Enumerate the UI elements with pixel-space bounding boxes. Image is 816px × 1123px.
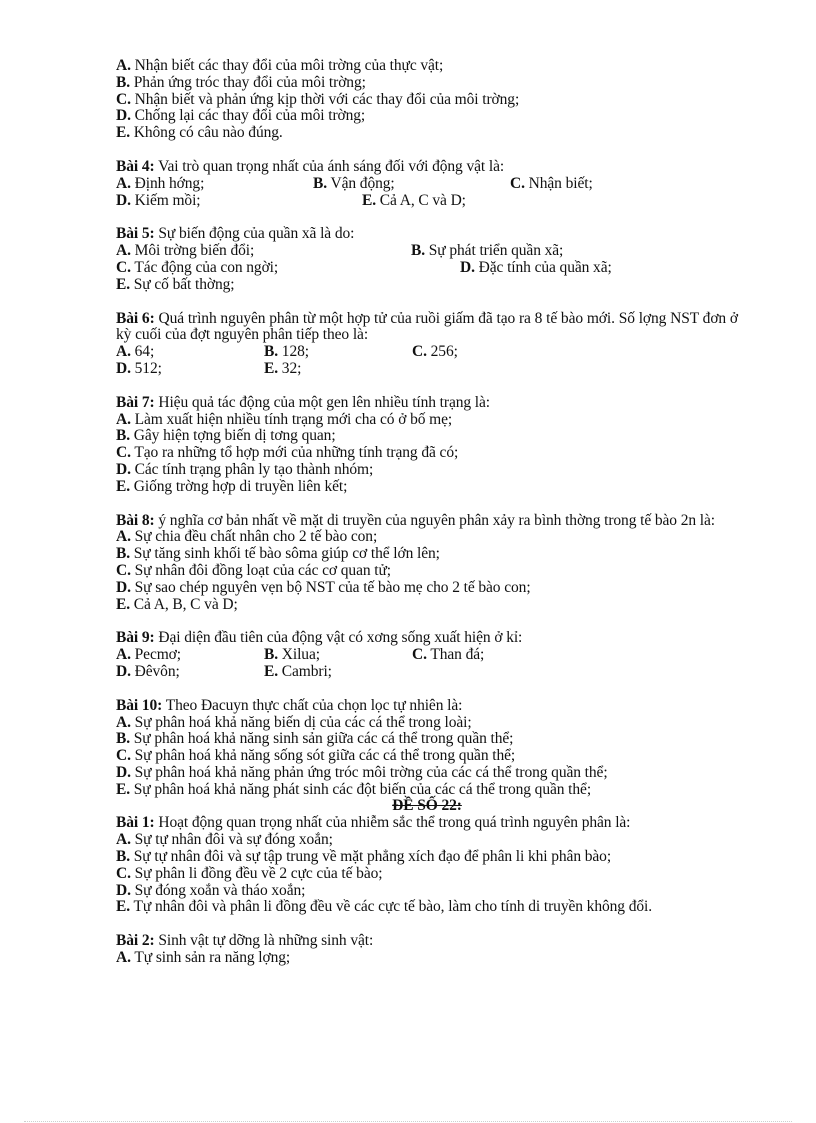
option-a: A. Pecmơ; (116, 646, 181, 664)
option-c: C. Tác động của con ngời; (116, 258, 279, 276)
option-c: C. Sự nhân đôi đồng loạt của các cơ quan tử; (116, 561, 391, 579)
option-b: B. Gây hiện tợng biến dị tơng quan; (116, 427, 336, 445)
options-row (116, 647, 738, 664)
option-b: B. 128; (264, 343, 309, 361)
section-title: ĐỀ SỐ 22: (392, 797, 462, 815)
option-e: E. Sự cố bất thờng; (116, 275, 235, 293)
option-b: B. Sự phân hoá khả năng sinh sản giữa các cá thể trong quần thể; (116, 730, 514, 748)
option-d: D. Kiếm mồi; (116, 191, 201, 209)
options-row (116, 176, 738, 193)
question-s22-bai-2 (116, 933, 738, 967)
page-bottom-divider (24, 1121, 792, 1122)
option-d: D. 512; (116, 359, 162, 377)
question-text: Bài 2: Sinh vật tự dỡng là những sinh vật: (116, 932, 374, 950)
option-b: B. Sự tăng sinh khối tế bào sôma giúp cơ thể lớn lên; (116, 545, 440, 563)
option-a: A. Sự tự nhân đôi và sự đóng xoắn; (116, 831, 333, 849)
option-b: B. Sự tự nhân đôi và sự tập trung về mặt phẳng xích đạo để phân li khi phân bào; (116, 848, 612, 866)
question-bai-7 (116, 395, 738, 496)
option-a: A. 64; (116, 343, 155, 361)
option-e: E. Sự phân hoá khả năng phát sinh các đột biến của các cá thể trong quần thể; (116, 780, 592, 798)
option-e: E. Giống trờng hợp di truyền liên kết; (116, 477, 348, 495)
question-bai-10 (116, 698, 738, 799)
option-c: C. Sự phân hoá khả năng sống sót giữa các cá thể trong quần thể; (116, 747, 516, 765)
option-d: D. Các tính trạng phân ly tạo thành nhóm; (116, 460, 374, 478)
option-e: E. Cả A, B, C và D; (116, 595, 238, 613)
question-text: Bài 10: Theo Đacuyn thực chất của chọn lọc tự nhiên là: (116, 696, 463, 714)
options-row (116, 260, 738, 277)
option-a: A. Tự sinh sản ra năng lợng; (116, 949, 291, 967)
option-c: C. Nhận biết; (510, 174, 593, 192)
option-e: E. Cả A, C và D; (362, 191, 466, 209)
option-b: B. Sự phát triển quần xã; (411, 242, 564, 260)
question-text: Bài 6: Quá trình nguyên phân từ một hợp tử của ruồi giấm đã tạo ra 8 tế bào mới. Số lợng NST đơn ở kỳ cuối của đợt nguyên phân tiếp theo là: (116, 309, 738, 344)
option-a: A. Nhận biết các thay đổi của môi trờng của thực vật; (116, 57, 444, 74)
option-c: C. Sự phân li đồng đều về 2 cực của tế bào; (116, 864, 383, 882)
option-b: B. Vận động; (313, 174, 395, 192)
option-b: B. Phản ứng tróc thay đổi của môi trờng; (116, 73, 366, 91)
document-page (116, 58, 738, 967)
question-text: Bài 5: Sự biến động của quần xã là do: (116, 225, 355, 243)
option-a: A. Sự phân hoá khả năng biến dị của các cá thể trong loài; (116, 713, 472, 731)
options-row (116, 361, 738, 378)
option-c: C. 256; (412, 343, 458, 361)
options-row (116, 193, 738, 210)
question-text: Bài 1: Hoạt động quan trọng nhất của nhiễm sắc thể trong quá trình nguyên phân là: (116, 814, 631, 832)
option-d: D. Đêvôn; (116, 662, 180, 680)
option-a: A. Môi trờng biến đổi; (116, 242, 255, 260)
question-text: Bài 8: ý nghĩa cơ bản nhất về mặt di truyền của nguyên phân xảy ra bình thờng trong tế bào 2n là: (116, 511, 715, 529)
option-d: D. Sự sao chép nguyên vẹn bộ NST của tế bào mẹ cho 2 tế bào con; (116, 578, 531, 596)
option-d: D. Đặc tính của quần xã; (460, 258, 612, 276)
question-text: Bài 9: Đại diện đầu tiên của động vật có xơng sống xuất hiện ở kỉ: (116, 629, 523, 647)
question-s22-bai-1 (116, 815, 738, 916)
option-c: C. Than đá; (412, 646, 485, 664)
option-e: E. 32; (264, 359, 302, 377)
option-a: A. Định hớng; (116, 174, 205, 192)
option-e: E. Cambri; (264, 662, 332, 680)
option-c: C. Nhận biết và phản ứng kịp thời với các thay đổi của môi trờng; (116, 90, 520, 108)
options-row (116, 344, 738, 361)
options-row (116, 277, 738, 294)
option-d: D. Sự đóng xoắn và tháo xoắn; (116, 881, 306, 899)
question-bai-8 (116, 513, 738, 614)
question-bai-5 (116, 226, 738, 293)
options-row (116, 243, 738, 260)
options-row (116, 664, 738, 681)
question-text: Bài 4: Vai trò quan trọng nhất của ánh sáng đối với động vật là: (116, 157, 505, 175)
option-a: A. Làm xuất hiện nhiều tính trạng mới cha có ở bố mẹ; (116, 410, 453, 428)
option-a: A. Sự chia đều chất nhân cho 2 tế bào con; (116, 528, 378, 546)
option-d: D. Sự phân hoá khả năng phản ứng tróc môi trờng của các cá thể trong quần thể; (116, 763, 608, 781)
question-block-prev (116, 58, 738, 142)
question-text: Bài 7: Hiệu quả tác động của một gen lên nhiều tính trạng là: (116, 393, 490, 411)
question-bai-9 (116, 630, 738, 680)
option-d: D. Chống lại các thay đổi của môi trờng; (116, 107, 366, 125)
question-bai-4 (116, 159, 738, 209)
option-c: C. Tạo ra những tổ hợp mới của những tính trạng đã có; (116, 444, 459, 462)
option-e: E. Không có câu nào đúng. (116, 124, 283, 142)
option-e: E. Tự nhân đôi và phân li đồng đều về các cực tế bào, làm cho tính di truyền không đổi. (116, 898, 652, 916)
option-b: B. Xilua; (264, 646, 320, 664)
question-bai-6 (116, 311, 738, 378)
